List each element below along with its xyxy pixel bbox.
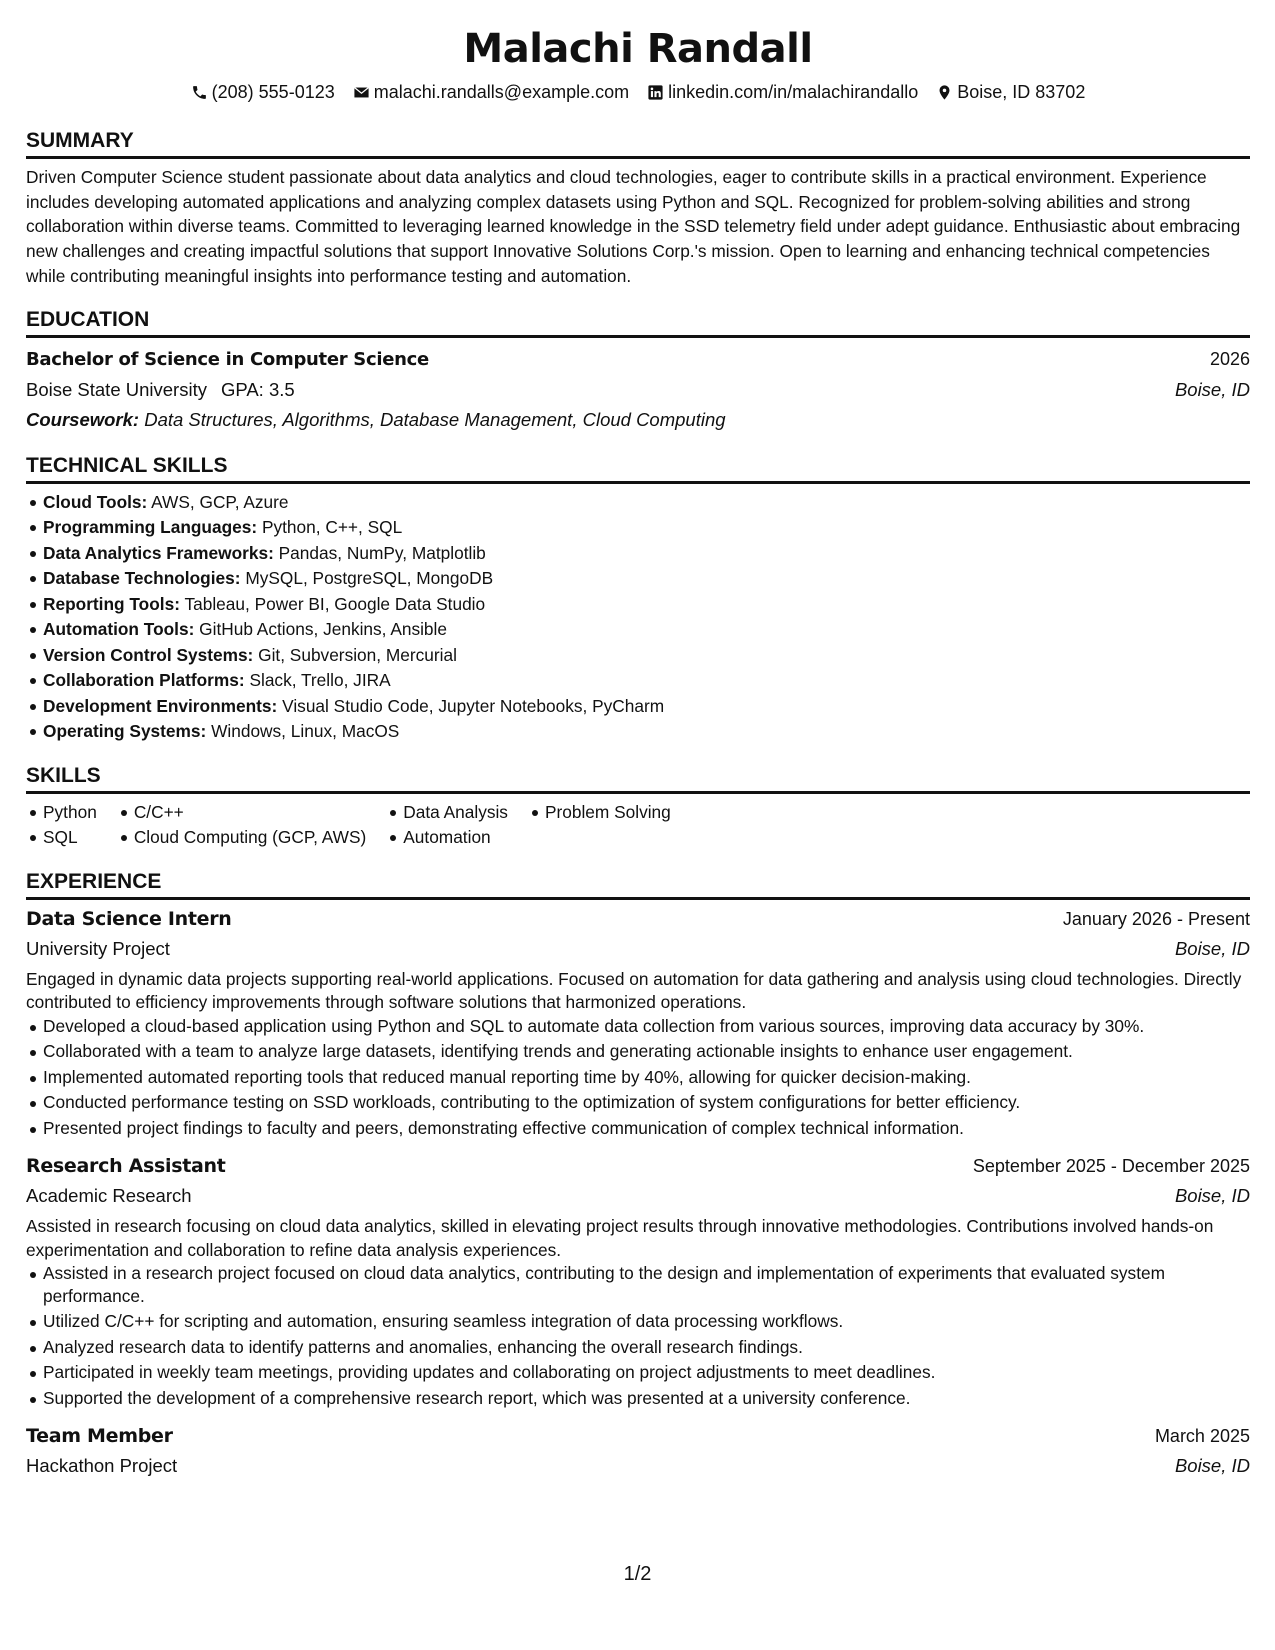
technical-skill-item	[26, 490, 1250, 516]
section-title: SUMMARY	[26, 128, 1250, 159]
job-title: Data Science Intern	[26, 907, 232, 930]
skills-column	[528, 800, 671, 851]
skill-item: C/C++	[117, 800, 366, 826]
technical-skill-item	[26, 566, 1250, 592]
skill-item: Cloud Computing (GCP, AWS)	[117, 825, 366, 851]
gpa: GPA: 3.5	[220, 378, 295, 400]
contact-location	[936, 80, 1085, 104]
job-location: Boise, ID	[1174, 1455, 1250, 1477]
skill-item: Python	[26, 800, 97, 826]
experience-list	[26, 904, 1250, 1482]
job-organization: University Project	[26, 937, 170, 959]
technical-skill-item	[26, 541, 1250, 567]
experience-section	[26, 869, 1250, 1482]
school-line	[26, 375, 295, 405]
section-title: EDUCATION	[26, 307, 1250, 338]
linkedin-icon	[647, 84, 664, 101]
job-date: January 2026 - Present	[1062, 908, 1250, 929]
skill-values: Visual Studio Code, Jupyter Notebooks, PyCharm	[282, 695, 665, 716]
graduation-year: 2026	[1209, 348, 1250, 369]
job-header	[26, 1421, 1250, 1451]
technical-skill-item	[26, 694, 1250, 720]
skill-values: GitHub Actions, Jenkins, Ansible	[199, 619, 447, 640]
skills-section	[26, 763, 1250, 851]
job-subheader	[26, 934, 1250, 964]
phone-text: (208) 555-0123	[211, 82, 335, 102]
skill-category: Data Analytics Frameworks:	[43, 542, 274, 563]
school-name: Boise State University	[26, 378, 207, 400]
job-bullet: Implemented automated reporting tools that reduced manual reporting time by 40%, allowing for quicker decision-making.	[26, 1066, 1250, 1089]
skills-list	[528, 800, 671, 826]
job-subheader	[26, 1451, 1250, 1481]
job-bullet: Participated in weekly team meetings, providing updates and collaborating on project adjustments to meet deadlines.	[26, 1361, 1250, 1384]
section-title: TECHNICAL SKILLS	[26, 453, 1250, 484]
summary-section	[26, 128, 1250, 289]
job-bullet: Presented project findings to faculty and peers, demonstrating effective communication of complex technical information.	[26, 1117, 1250, 1140]
technical-skill-item	[26, 592, 1250, 618]
skill-item: Data Analysis	[386, 800, 508, 826]
skill-item: Problem Solving	[528, 800, 671, 826]
page-number: 1/2	[623, 1563, 652, 1585]
skill-category: Database Technologies:	[43, 568, 241, 589]
skills-list	[117, 800, 366, 851]
skills-list	[386, 800, 508, 851]
skill-values: AWS, GCP, Azure	[151, 491, 289, 512]
job-description: Assisted in research focusing on cloud data analytics, skilled in elevating project results through innovative methodologies. Contributions involved hands-on experimentation and collaboration to refine data analysis experiences.	[26, 1216, 1214, 1260]
skills-list	[26, 800, 97, 851]
skill-category: Collaboration Platforms:	[43, 670, 245, 691]
summary-text: Driven Computer Science student passionate about data analytics and cloud technologies, eager to contribute skills in a practical environment. Experience includes developing automated applications and analyzing complex datasets using Python and SQL. Recognized for problem-solving abilities and strong collaboration within diverse teams. Committed to leveraging learned knowledge in the SSD telemetry field under adept guidance. Enthusiastic about embracing new challenges and creating impactful solutions that support Innovative Solutions Corp.'s mission. Open to learning and enhancing technical competencies while contributing meaningful insights into performance testing and automation.	[26, 167, 1241, 286]
section-title: EXPERIENCE	[26, 869, 1250, 900]
contact-email[interactable]	[353, 80, 629, 104]
technical-skills-section	[26, 453, 1250, 745]
education-row-1	[26, 344, 1250, 375]
education-section	[26, 307, 1250, 435]
technical-skill-item	[26, 643, 1250, 669]
skill-values: Git, Subversion, Mercurial	[258, 644, 457, 665]
candidate-name: Malachi Randall	[463, 26, 813, 72]
education-row-2	[26, 375, 1250, 405]
job-bullet: Conducted performance testing on SSD workloads, contributing to the optimization of system configurations for better efficiency.	[26, 1091, 1250, 1114]
job-organization: Academic Research	[26, 1185, 192, 1207]
job-date: March 2025	[1154, 1426, 1250, 1447]
job-header	[26, 1151, 1250, 1181]
job-bullet: Developed a cloud-based application using Python and SQL to automate data collection from various sources, improving data accuracy by 30%.	[26, 1015, 1250, 1038]
job-bullet: Analyzed research data to identify patterns and anomalies, enhancing the overall research findings.	[26, 1336, 1250, 1359]
job-header	[26, 904, 1250, 934]
skill-category: Cloud Tools:	[43, 491, 148, 512]
skill-values: Tableau, Power BI, Google Data Studio	[184, 593, 486, 614]
job-entry	[26, 904, 1250, 1140]
skill-category: Automation Tools:	[43, 619, 195, 640]
skills-column	[26, 800, 97, 851]
location-text: Boise, ID 83702	[957, 82, 1086, 102]
skills-column	[117, 800, 366, 851]
contact-bar	[26, 80, 1250, 104]
job-entry	[26, 1421, 1250, 1481]
skill-values: Slack, Trello, JIRA	[249, 670, 391, 691]
skill-values: Pandas, NumPy, Matplotlib	[278, 542, 486, 563]
skill-category: Version Control Systems:	[43, 644, 254, 665]
job-bullet: Supported the development of a comprehensive research report, which was presented at a university conference.	[26, 1387, 1250, 1410]
skill-category: Reporting Tools:	[43, 593, 180, 614]
skill-category: Operating Systems:	[43, 721, 207, 742]
job-description: Engaged in dynamic data projects supporting real-world applications. Focused on automation for data gathering and analysis using cloud technologies. Directly contributed to efficiency improvements through software solutions that harmonized operations.	[26, 968, 1242, 1013]
linkedin-text[interactable]: linkedin.com/in/malachirandallo	[668, 82, 919, 102]
job-bullets	[26, 1015, 1250, 1140]
school-location: Boise, ID	[1174, 378, 1250, 400]
skill-values: Windows, Linux, MacOS	[211, 721, 400, 742]
contact-linkedin[interactable]	[647, 80, 918, 104]
job-bullet: Collaborated with a team to analyze large datasets, identifying trends and generating actionable insights to enhance user engagement.	[26, 1040, 1250, 1063]
contact-phone	[191, 80, 335, 104]
job-location: Boise, ID	[1174, 1185, 1250, 1207]
skill-values: MySQL, PostgreSQL, MongoDB	[245, 568, 494, 589]
section-title: SKILLS	[26, 763, 1250, 794]
technical-skill-item	[26, 515, 1250, 541]
resume-content	[26, 24, 1250, 1481]
job-entry	[26, 1151, 1250, 1409]
job-subheader	[26, 1181, 1250, 1211]
technical-skill-item	[26, 719, 1250, 745]
skill-category: Programming Languages:	[43, 517, 258, 538]
technical-skill-item	[26, 668, 1250, 694]
map-pin-icon	[936, 84, 953, 101]
skill-item: SQL	[26, 825, 97, 851]
job-date: September 2025 - December 2025	[972, 1156, 1250, 1177]
coursework-label: Coursework:	[26, 408, 140, 430]
skills-column	[386, 800, 508, 851]
job-bullet: Assisted in a research project focused on cloud data analytics, contributing to the design and implementation of experiments that evaluated system performance.	[26, 1262, 1250, 1307]
degree: Bachelor of Science in Computer Science	[26, 348, 429, 370]
technical-skill-item	[26, 617, 1250, 643]
skill-values: Python, C++, SQL	[261, 517, 403, 538]
coursework-list: Data Structures, Algorithms, Database Management, Cloud Computing	[144, 408, 726, 430]
skill-category: Development Environments:	[43, 695, 278, 716]
job-bullets	[26, 1262, 1250, 1409]
technical-skills-list	[26, 490, 1250, 745]
job-organization: Hackathon Project	[26, 1455, 178, 1477]
job-bullet: Utilized C/C++ for scripting and automation, ensuring seamless integration of data processing workflows.	[26, 1310, 1250, 1333]
skill-item: Automation	[386, 825, 508, 851]
envelope-icon	[353, 84, 370, 101]
job-title: Team Member	[26, 1425, 173, 1448]
email-text[interactable]: malachi.randalls@example.com	[373, 82, 630, 102]
skills-grid	[26, 800, 1250, 851]
coursework	[26, 405, 1250, 435]
job-title: Research Assistant	[26, 1155, 226, 1178]
job-location: Boise, ID	[1174, 937, 1250, 959]
phone-icon	[191, 84, 208, 101]
